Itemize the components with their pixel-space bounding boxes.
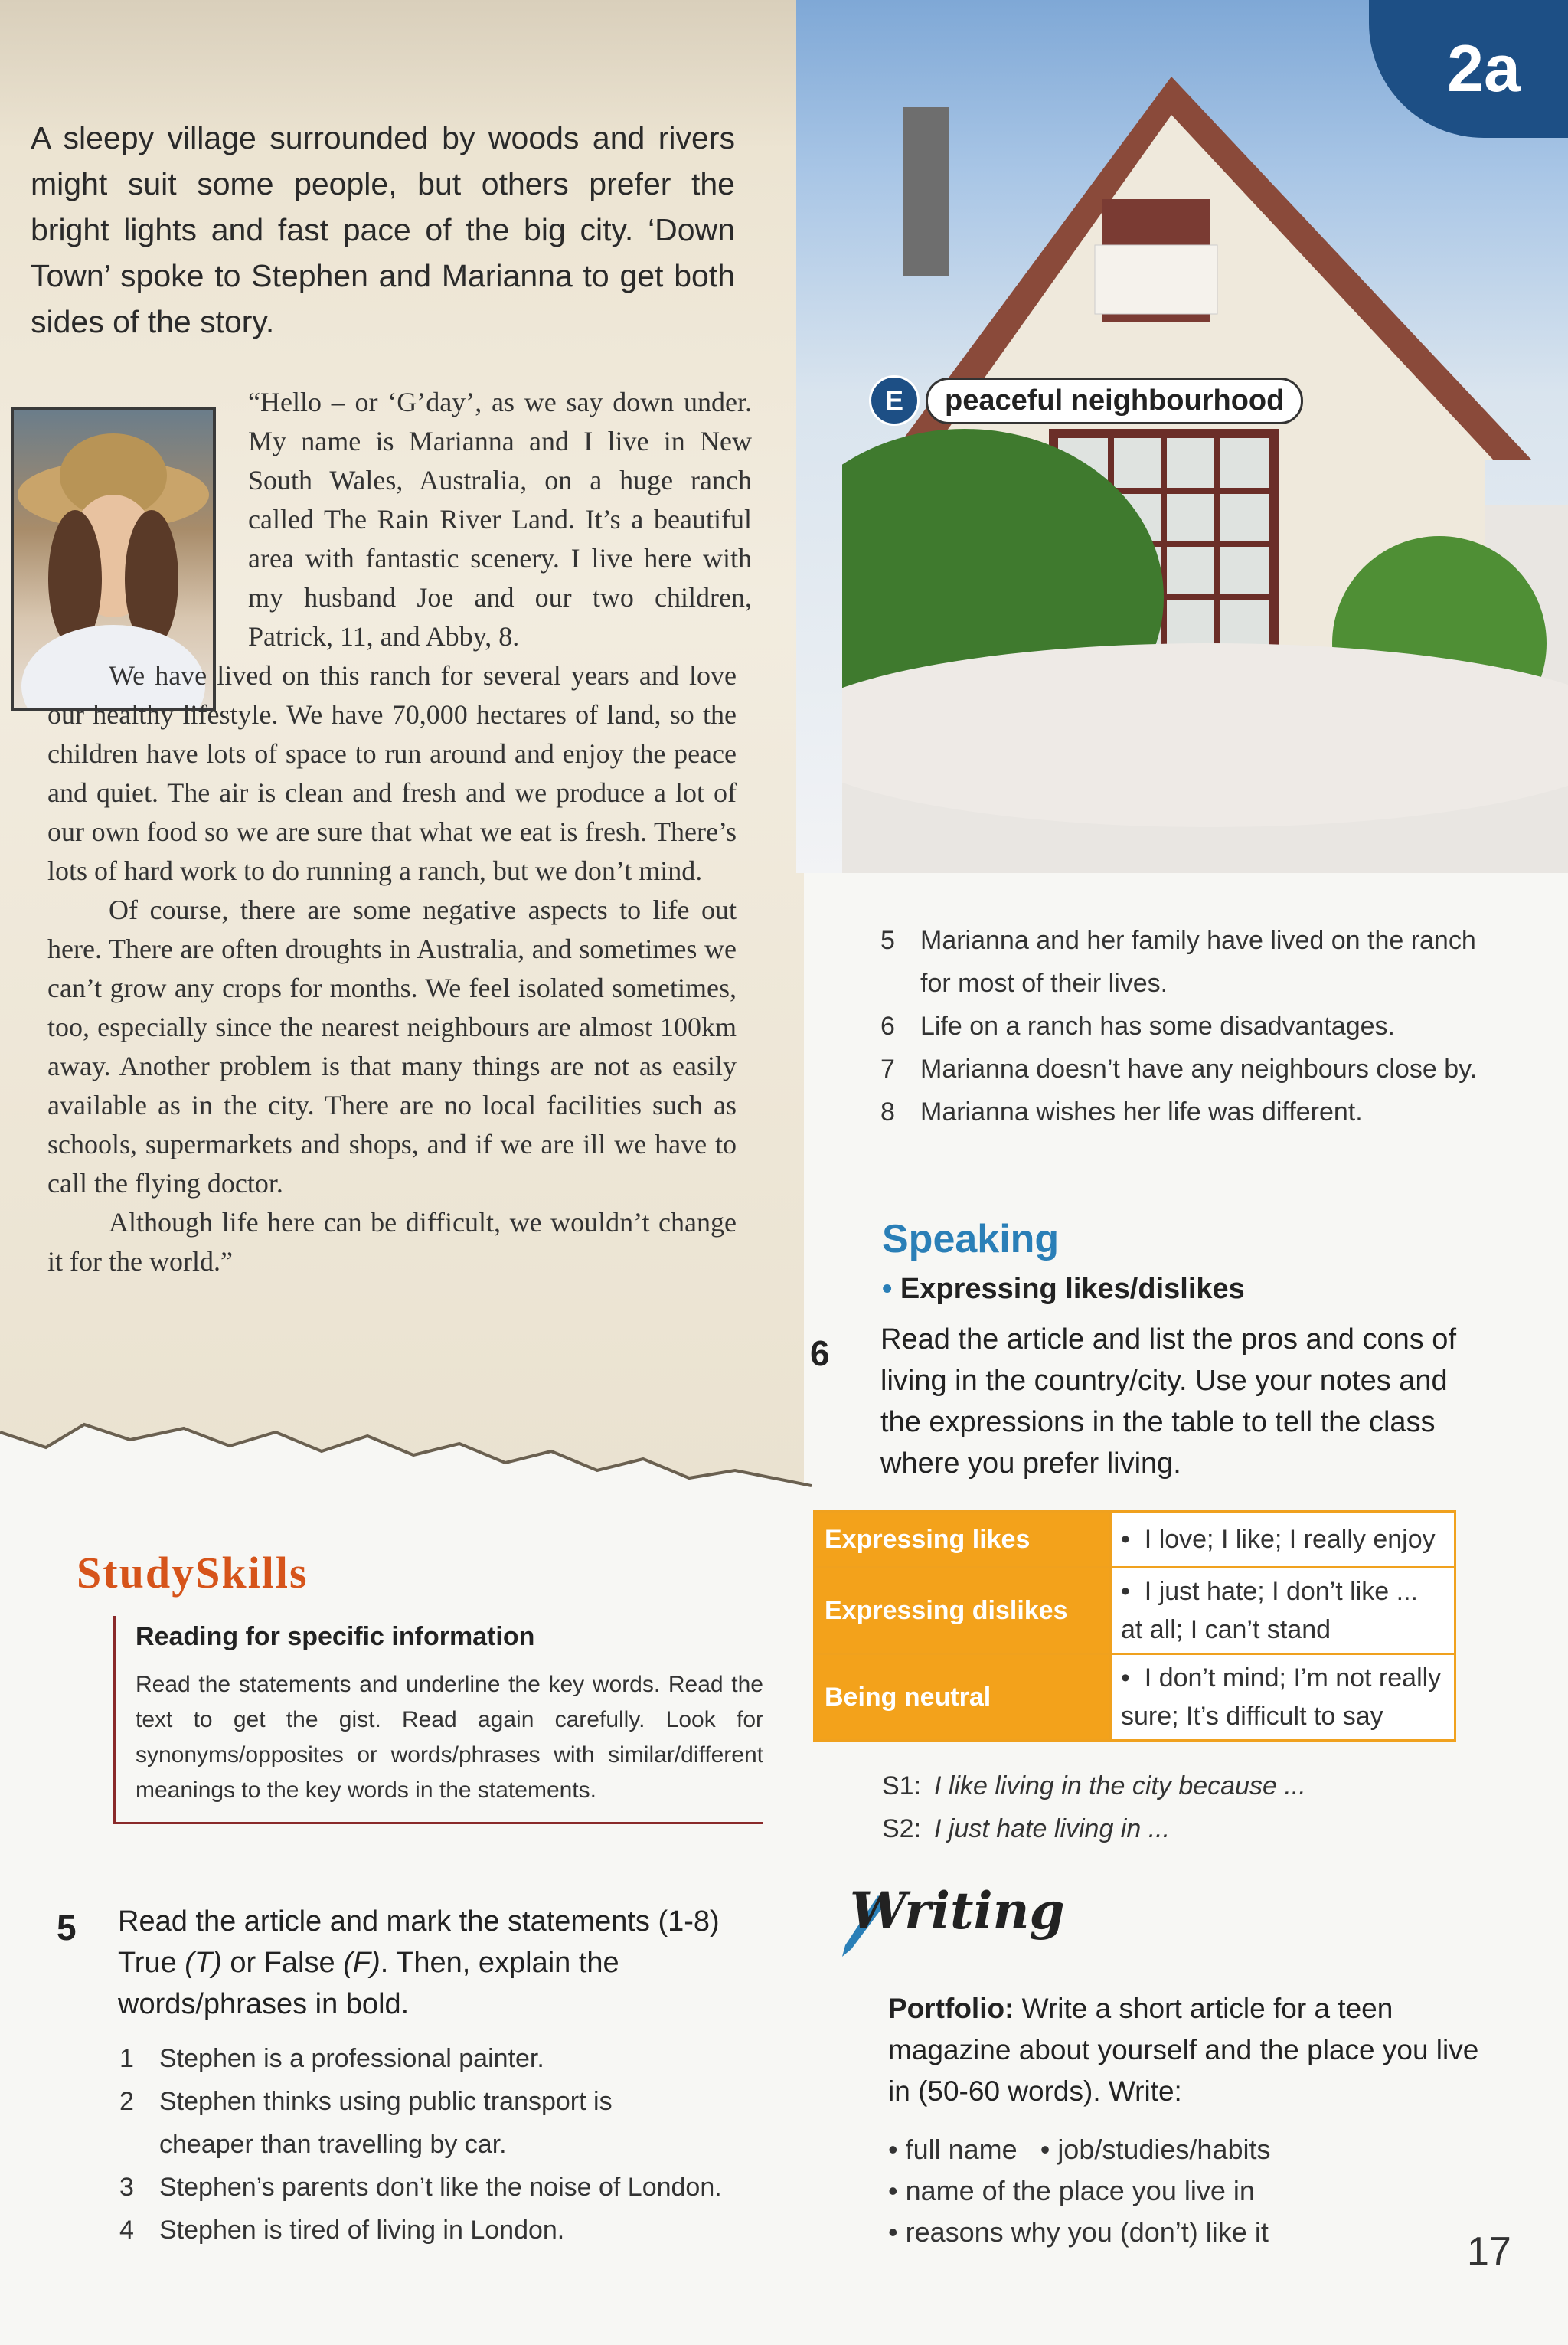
- study-skills-box: [113, 1616, 763, 1824]
- statement-item: 4 Stephen is tired of living in London.: [119, 2216, 565, 2245]
- table-value: • I don’t mind; I’m not really sure; It’s difficult to say: [1111, 1654, 1455, 1741]
- article-paragraph-3: Of course, there are some negative aspects to life out here. There are often droughts in Australia, and sometimes we can’t grow any crops for months. We feel isolated sometimes, too, especially since the nearest neighbours are almost 100km away. Another problem is that many things are not as easily available as in the city. There are no local facilities such as schools, supermarkets and shops, and if we are ill we have to call the flying doctor.: [47, 895, 737, 1199]
- exercise-6-instruction: Read the article and list the pros and cons of living in the country/city. Use your notes and the expressions in the table to tell the class where you prefer living.: [880, 1323, 1457, 1480]
- list-item: • reasons why you (don’t) like it: [888, 2216, 1269, 2248]
- page-number: 17: [1467, 2229, 1511, 2274]
- study-skills-title: StudySkills: [77, 1548, 309, 1598]
- unit-badge: 2a: [1369, 0, 1568, 138]
- portfolio-task: Portfolio: Write a short article for a teen magazine about yourself and the place you live in (50-60 words). Write:: [888, 1993, 1479, 2107]
- study-skills-body: Read the statements and underline the key words. Read the text to get the gist. Read again carefully. Look for synonyms/opposites or words/phrases with similar/different meanings to the key words in the statements.: [136, 1672, 763, 1803]
- dialog-line-s1: S1: I like living in the city because ...: [882, 1771, 1306, 1800]
- photo-label-text: peaceful neighbourhood: [926, 378, 1303, 424]
- torn-paper-edge: [0, 1417, 812, 1524]
- statement-item: 2 Stephen thinks using public transport is cheaper than travelling by car.: [119, 2087, 612, 2159]
- speaking-subtitle: • Expressing likes/dislikes: [882, 1273, 1245, 1305]
- writing-bullets: [888, 2129, 1271, 2253]
- article-paragraph-4: Although life here can be difficult, we wouldn’t change it for the world.”: [47, 1207, 737, 1277]
- table-value: • I love; I like; I really enjoy: [1111, 1512, 1455, 1568]
- table-value: • I just hate; I don’t like ... at all; I can’t stand: [1111, 1568, 1455, 1654]
- exercise-5-instruction: Read the article and mark the statements (1-8) True (T) or False (F). Then, explain the words/phrases in bold.: [118, 1905, 720, 2020]
- table-row: [815, 1568, 1455, 1654]
- statement-list-b: [880, 919, 1478, 1133]
- article-intro: A sleepy village surrounded by woods and rivers might suit some people, but others prefer the bright lights and fast pace of the big city. ‘Down Town’ spoke to Stephen and Marianna to get both sides of the story.: [31, 120, 735, 339]
- house-illustration: [842, 61, 1568, 873]
- list-item: • full name • job/studies/habits: [888, 2134, 1271, 2165]
- photo-label: [869, 375, 1303, 426]
- exercise-5-number: 5: [57, 1908, 77, 1948]
- expressions-table: [813, 1510, 1456, 1742]
- article-body: [47, 383, 752, 1281]
- study-skills-heading: Reading for specific information: [136, 1622, 535, 1651]
- table-row: [815, 1512, 1455, 1568]
- dialog-example: [882, 1764, 1306, 1850]
- statement-item: 6 Life on a ranch has some disadvantages.: [880, 1012, 1395, 1041]
- statement-item: 3 Stephen’s parents don’t like the noise of London.: [119, 2173, 722, 2202]
- speaking-title: Speaking: [882, 1217, 1060, 1261]
- exercise-6-number: 6: [810, 1333, 830, 1373]
- table-key: Being neutral: [815, 1654, 1111, 1741]
- photo-label-letter: E: [869, 375, 920, 426]
- writing-title: Writing: [850, 1881, 1065, 1941]
- article-paragraph-2: We have lived on this ranch for several years and love our healthy lifestyle. We have 70,000 hectares of land, so the children have lots of space to run around and enjoy the peace and quiet. The air is clean and fresh and we produce a lot of our own food so we are sure that what we eat is fresh. There’s lots of hard work to do running a ranch, but we don’t mind.: [47, 660, 737, 886]
- table-key: Expressing likes: [815, 1512, 1111, 1568]
- statement-item: 5 Marianna and her family have lived on the ranch for most of their lives.: [880, 926, 1476, 998]
- table-row: [815, 1654, 1455, 1741]
- article-paragraph-1: “Hello – or ‘G’day’, as we say down under. My name is Marianna and I live in New South Wales, Australia, on a huge ranch called The Rain River Land. It’s a beautiful area with fantastic scenery. I live here with my husband Joe and our two children, Patrick, 11, and Abby, 8.: [248, 387, 752, 652]
- dialog-line-s2: S2: I just hate living in ...: [882, 1814, 1171, 1843]
- statement-item: 8 Marianna wishes her life was different.: [880, 1097, 1363, 1127]
- statement-item: 1 Stephen is a professional painter.: [119, 2044, 544, 2073]
- table-key: Expressing dislikes: [815, 1568, 1111, 1654]
- statement-list-a: [119, 2037, 747, 2252]
- statement-item: 7 Marianna doesn’t have any neighbours close by.: [880, 1055, 1478, 1084]
- list-item: • name of the place you live in: [888, 2175, 1255, 2206]
